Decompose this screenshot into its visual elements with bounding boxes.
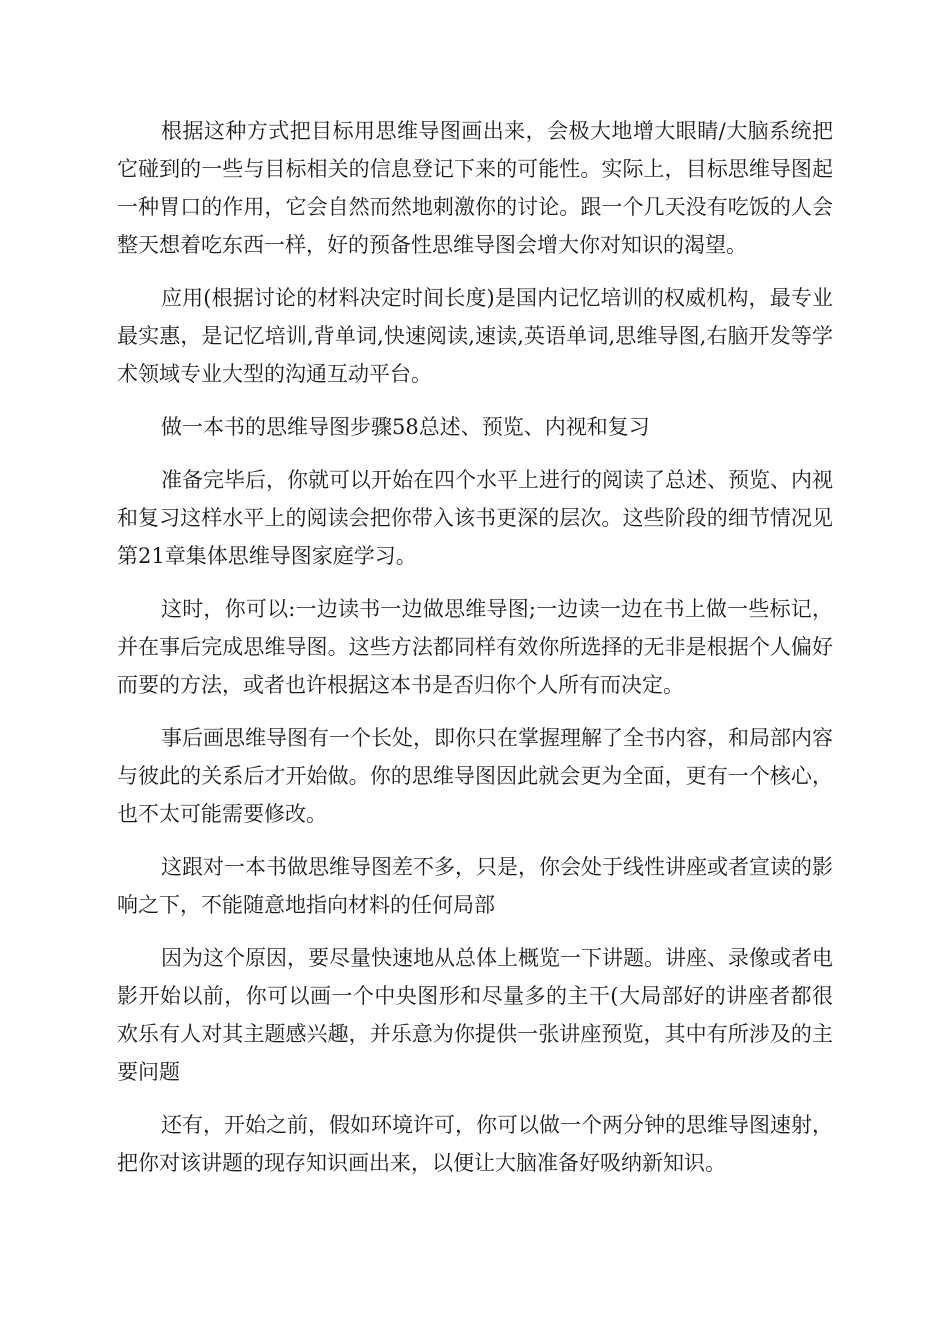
document-body: [117, 112, 833, 1197]
paragraph: 根据这种方式把目标用思维导图画出来，会极大地增大眼睛/大脑系统把它碰到的一些与目标相关的信息登记下来的可能性。实际上，目标思维导图起一种胃口的作用，它会自然而然地刺激你的讨论。跟一个几天没有吃饭的人会整天想着吃东西一样，好的预备性思维导图会增大你对知识的渴望。: [117, 119, 833, 257]
paragraph: 应用(根据讨论的材料决定时间长度)是国内记忆培训的权威机构，最专业最实惠，是记忆培训,背单词,快速阅读,速读,英语单词,思维导图,右脑开发等学术领域专业大型的沟通互动平台。: [117, 286, 833, 386]
paragraph: 这时，你可以:一边读书一边做思维导图;一边读一边在书上做一些标记，并在事后完成思维导图。这些方法都同样有效你所选择的无非是根据个人偏好而要的方法，或者也许根据这本书是否归你个人所有而决定。: [117, 597, 833, 697]
paragraph: 这跟对一本书做思维导图差不多，只是，你会处于线性讲座或者宣读的影响之下，不能随意地指向材料的任何局部: [117, 855, 833, 917]
paragraph: 准备完毕后，你就可以开始在四个水平上进行的阅读了总述、预览、内视和复习这样水平上的阅读会把你带入该书更深的层次。这些阶段的细节情况见第21章集体思维导图家庭学习。: [117, 468, 833, 568]
paragraph: 做一本书的思维导图步骤58总述、预览、内视和复习: [161, 415, 650, 439]
paragraph: 因为这个原因，要尽量快速地从总体上概览一下讲题。讲座、录像或者电影开始以前，你可以画一个中央图形和尽量多的主干(大局部好的讲座者都很欢乐有人对其主题感兴趣，并乐意为你提供一张讲座预览，其中有所涉及的主要问题: [117, 946, 833, 1084]
paragraph: 还有，开始之前，假如环境许可，你可以做一个两分钟的思维导图速射，把你对该讲题的现存知识画出来，以便让大脑准备好吸纳新知识。: [117, 1113, 833, 1175]
paragraph: 事后画思维导图有一个长处，即你只在掌握理解了全书内容，和局部内容与彼此的关系后才开始做。你的思维导图因此就会更为全面，更有一个核心，也不太可能需要修改。: [117, 726, 833, 826]
